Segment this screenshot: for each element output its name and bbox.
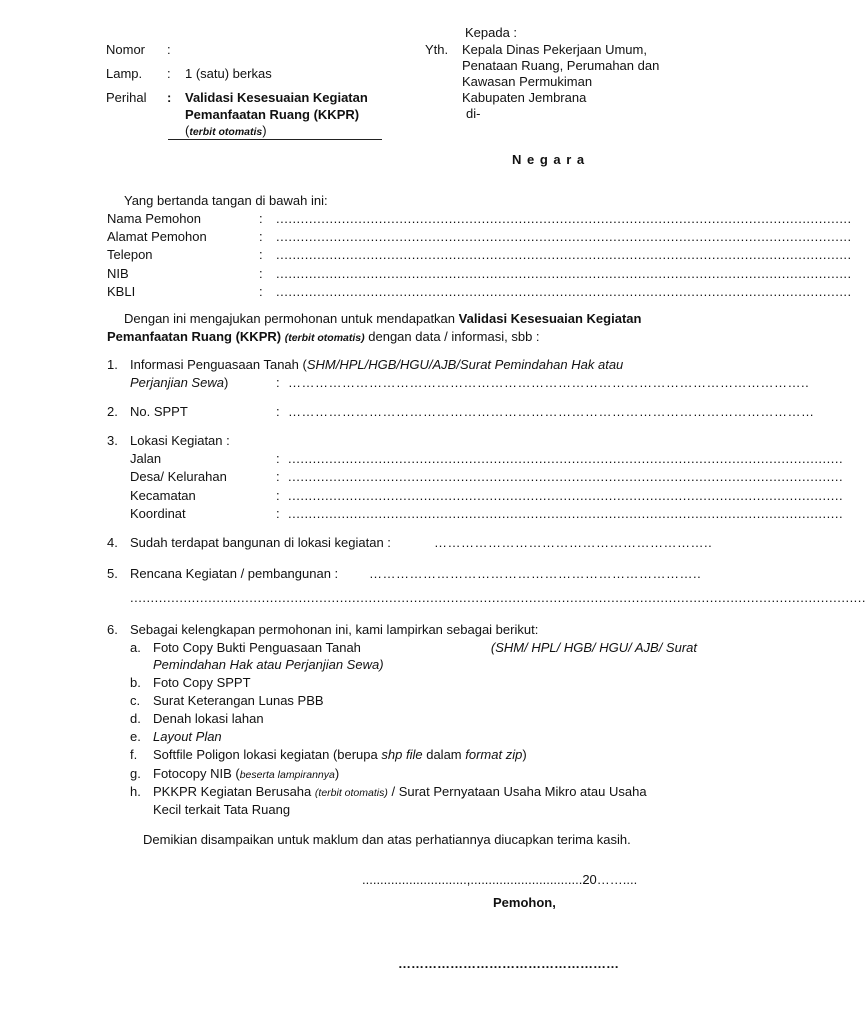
field-colon: : [259,266,263,281]
attach-a-text: Foto Copy Bukti Penguasaan Tanah (SHM/ HPL/ HGB/ HGU/ AJB/ Surat [153,640,697,655]
item-5-blank-2[interactable]: ................................................................................................................................................................................... [130,590,866,605]
item-2-colon: : [276,404,280,419]
field-colon: : [259,211,263,226]
attach-h-text: PKKPR Kegiatan Berusaha (terbit otomatis) / Surat Pernyataan Usaha Mikro atau Usaha [153,784,647,799]
nomor-colon: : [167,42,171,57]
yth-label: Yth. [425,42,449,57]
item-5-label: Rencana Kegiatan / pembangunan : [130,566,339,581]
item-1-colon: : [276,375,280,390]
attach-e-letter: e. [130,729,141,744]
lamp-value: 1 (satu) berkas [185,66,272,81]
item-3-sub-kecamatan: Kecamatan [130,488,196,503]
field-nama-blank[interactable]: ............................................................................................................................................ [276,211,852,226]
field-nib-blank[interactable]: ............................................................................................................................................ [276,266,852,281]
attach-e-text: Layout Plan [153,729,222,744]
item-3-colon: : [276,469,280,484]
signature-name-line[interactable]: …………………………………………… [398,956,619,971]
item-6-number: 6. [107,622,118,637]
attach-g-letter: g. [130,766,141,781]
item-3-sub-jalan: Jalan [130,451,162,466]
field-kbli-blank[interactable]: ............................................................................................................................................ [276,284,852,299]
field-colon: : [259,284,263,299]
attach-h-text-cont: Kecil terkait Tata Ruang [153,802,291,817]
closing-text: Demikian disampaikan untuk maklum dan atas perhatiannya diucapkan terima kasih. [143,832,631,847]
field-telepon-blank[interactable]: ............................................................................................................................................ [276,247,852,262]
perihal-line-1: Validasi Kesesuaian Kegiatan [185,90,368,105]
lamp-colon: : [167,66,171,81]
perihal-colon: : [167,90,172,105]
request-line-1: Dengan ini mengajukan permohonan untuk mendapatkan Validasi Kesesuaian Kegiatan [124,311,642,326]
item-1-number: 1. [107,357,118,372]
item-4-blank[interactable]: …………………………………………………….. [434,535,713,550]
request-line-2: Pemanfaatan Ruang (KKPR) (terbit otomatis) dengan data / informasi, sbb : [107,329,540,344]
item-3-label: Lokasi Kegiatan : [130,433,230,448]
item-3-sub-koordinat: Koordinat [130,506,186,521]
attach-c-letter: c. [130,693,141,708]
item-1-label-cont: Perjanjian Sewa) [130,375,229,390]
attach-b-letter: b. [130,675,141,690]
item-2-blank[interactable]: ……………………………………………………………………………………………………… [288,404,815,419]
item-3-colon: : [276,506,280,521]
perihal-line-2: Pemanfaatan Ruang (KKPR) [185,107,360,122]
field-alamat-blank[interactable]: ............................................................................................................................................ [276,229,852,244]
field-alamat-label: Alamat Pemohon [107,229,207,244]
item-3-koordinat-blank[interactable]: ....................................................................................................................................... [288,506,844,521]
attach-d-text: Denah lokasi lahan [153,711,264,726]
intro-text: Yang bertanda tangan di bawah ini: [124,193,328,208]
attach-c-text: Surat Keterangan Lunas PBB [153,693,324,708]
item-5-number: 5. [107,566,118,581]
lamp-label: Lamp. [106,66,143,81]
perihal-label: Perihal [106,90,147,105]
item-3-colon: : [276,451,280,466]
item-5-blank[interactable]: ……………………………………………………………….. [369,566,702,581]
recipient-line-4: Kabupaten Jembrana [462,90,587,105]
attach-b-text: Foto Copy SPPT [153,675,251,690]
recipient-line-2: Penataan Ruang, Perumahan dan [462,58,660,73]
item-3-kecamatan-blank[interactable]: ....................................................................................................................................... [288,488,844,503]
attach-a-letter: a. [130,640,141,655]
item-3-colon: : [276,488,280,503]
attach-d-letter: d. [130,711,141,726]
recipient-di: di- [466,106,481,121]
attach-g-text: Fotocopy NIB (beserta lampirannya) [153,766,340,781]
signature-role: Pemohon, [493,895,556,910]
field-telepon-label: Telepon [107,247,153,262]
perihal-underline [168,139,382,140]
field-colon: : [259,229,263,244]
attach-h-letter: h. [130,784,141,799]
signature-date-line[interactable]: .............................,...............................20…….... [362,872,638,887]
field-nama-label: Nama Pemohon [107,211,201,226]
item-6-label: Sebagai kelengkapan permohonan ini, kami lampirkan sebagai berikut: [130,622,539,637]
attach-f-text: Softfile Poligon lokasi kegiatan (berupa shp file dalam format zip) [153,747,527,762]
field-kbli-label: KBLI [107,284,136,299]
field-nib-label: NIB [107,266,129,281]
recipient-line-3: Kawasan Permukiman [462,74,593,89]
item-3-jalan-blank[interactable]: ....................................................................................................................................... [288,451,844,466]
item-3-sub-desa: Desa/ Kelurahan [130,469,227,484]
recipient-city: N e g a r a [512,152,586,167]
perihal-note: (terbit otomatis) [185,123,267,138]
field-colon: : [259,247,263,262]
item-4-label: Sudah terdapat bangunan di lokasi kegiatan : [130,535,391,550]
attach-f-letter: f. [130,747,138,762]
item-4-number: 4. [107,535,118,550]
item-3-desa-blank[interactable]: ....................................................................................................................................... [288,469,844,484]
nomor-label: Nomor [106,42,146,57]
item-3-number: 3. [107,433,118,448]
item-1-blank[interactable]: …………………………………………………………………………………………………….. [288,375,810,390]
attach-a-text-cont: Pemindahan Hak atau Perjanjian Sewa) [153,657,384,672]
item-2-number: 2. [107,404,118,419]
item-1-label: Informasi Penguasaan Tanah (SHM/HPL/HGB/HGU/AJB/Surat Pemindahan Hak atau [130,357,624,372]
kepada-label: Kepada : [465,25,518,40]
recipient-line-1: Kepala Dinas Pekerjaan Umum, [462,42,647,57]
item-2-label: No. SPPT [130,404,188,419]
